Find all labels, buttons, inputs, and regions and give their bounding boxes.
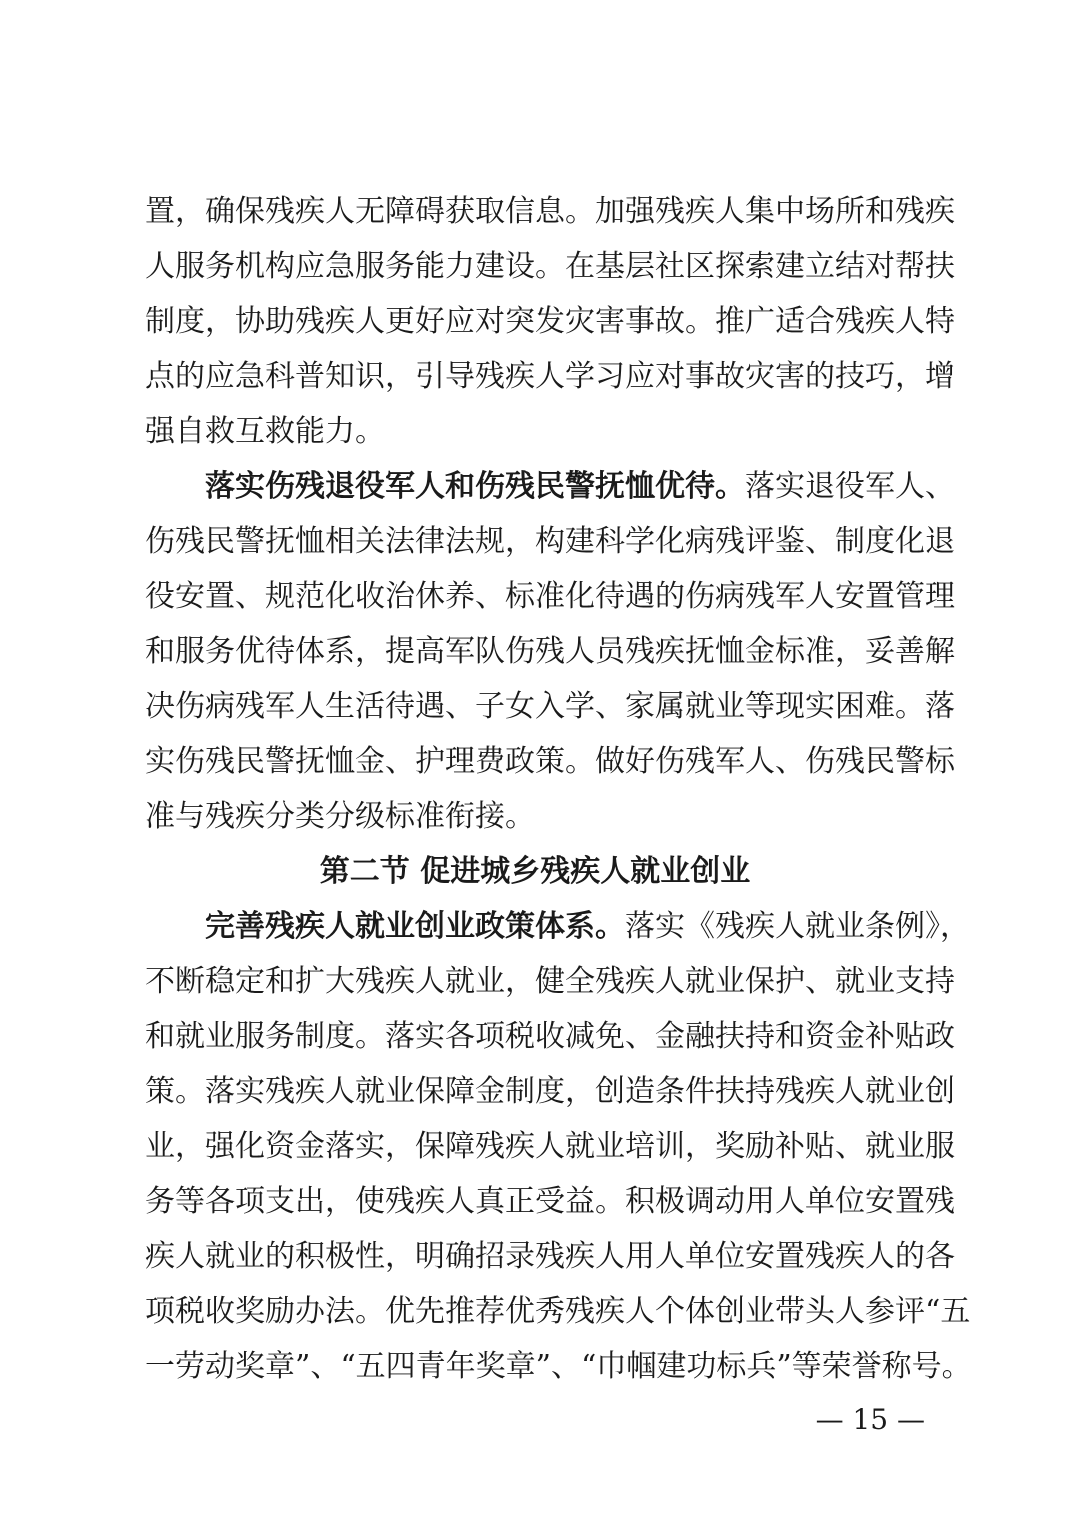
paragraph-2-line-6: 实伤残民警抚恤金、护理费政策。做好伤残军人、伤残民警标 — [145, 744, 955, 779]
paragraph-3-line-5: 业，强化资金落实，保障残疾人就业培训，奖励补贴、就业服 — [145, 1129, 955, 1164]
paragraph-3-line-2: 不断稳定和扩大残疾人就业，健全残疾人就业保护、就业支持 — [145, 964, 955, 999]
section-heading: 第二节 促进城乡残疾人就业创业 — [319, 854, 751, 889]
paragraph-3-first-line-rest: 落实《残疾人就业条例》， — [625, 909, 970, 944]
paragraph-3-line-7: 疾人就业的积极性，明确招录残疾人用人单位安置残疾人的各 — [145, 1239, 955, 1274]
paragraph-1-line-2: 人服务机构应急服务能力建设。在基层社区探索建立结对帮扶 — [145, 249, 955, 284]
paragraph-3-line-4: 策。落实残疾人就业保障金制度，创造条件扶持残疾人就业创 — [145, 1074, 955, 1109]
paragraph-2-first-line — [205, 460, 955, 514]
page-number: — 15 — — [815, 1403, 925, 1436]
paragraph-3-line-9: 一劳动奖章”、“五四青年奖章”、“巾帼建功标兵”等荣誉称号。 — [145, 1349, 972, 1384]
paragraph-2-lead: 落实伤残退役军人和伤残民警抚恤优待。 — [205, 469, 745, 504]
paragraph-2-line-3: 役安置、规范化收治休养、标准化待遇的伤病残军人安置管理 — [145, 579, 955, 614]
paragraph-1-line-3: 制度，协助残疾人更好应对突发灾害事故。推广适合残疾人特 — [145, 304, 955, 339]
paragraph-3-first-line — [205, 900, 970, 954]
paragraph-3-lead: 完善残疾人就业创业政策体系。 — [205, 909, 625, 944]
paragraph-2-line-5: 决伤病残军人生活待遇、子女入学、家属就业等现实困难。落 — [145, 689, 955, 724]
paragraph-1-line-1: 置，确保残疾人无障碍获取信息。加强残疾人集中场所和残疾 — [145, 194, 955, 229]
paragraph-2-line-4: 和服务优待体系，提高军队伤残人员残疾抚恤金标准，妥善解 — [145, 634, 955, 669]
paragraph-3-line-6: 务等各项支出，使残疾人真正受益。积极调动用人单位安置残 — [145, 1184, 955, 1219]
paragraph-2-first-line-rest: 落实退役军人、 — [745, 469, 955, 504]
paragraph-2-line-7: 准与残疾分类分级标准衔接。 — [145, 799, 535, 834]
paragraph-1-line-5: 强自救互救能力。 — [145, 414, 385, 449]
paragraph-3-line-8: 项税收奖励办法。优先推荐优秀残疾人个体创业带头人参评“五 — [145, 1294, 971, 1329]
paragraph-2-line-2: 伤残民警抚恤相关法律法规，构建科学化病残评鉴、制度化退 — [145, 524, 955, 559]
paragraph-1-line-4: 点的应急科普知识，引导残疾人学习应对事故灾害的技巧，增 — [145, 359, 955, 394]
paragraph-3-line-3: 和就业服务制度。落实各项税收减免、金融扶持和资金补贴政 — [145, 1019, 955, 1054]
